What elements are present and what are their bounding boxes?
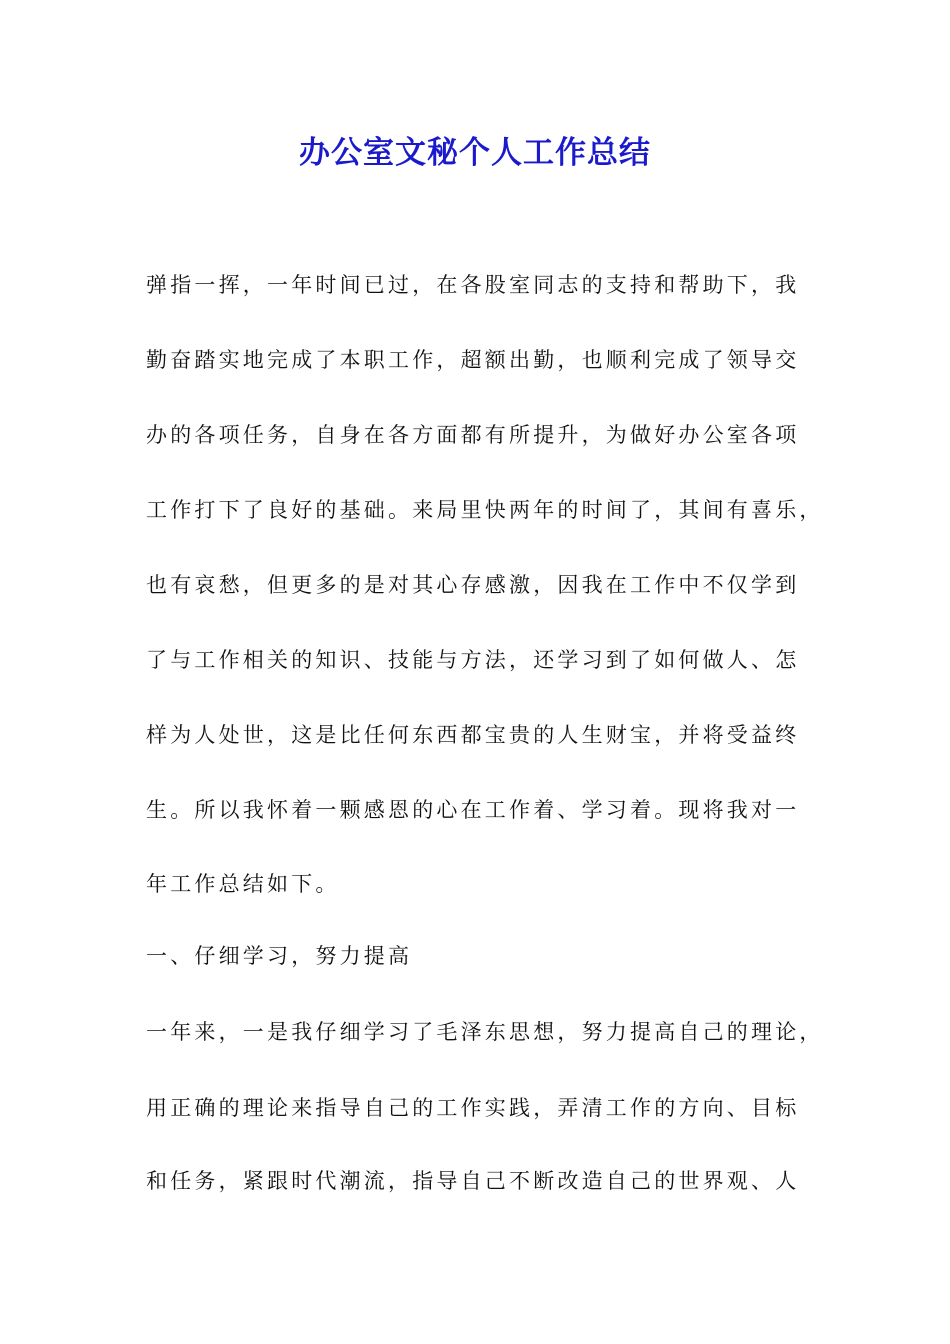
body-line-8: 生。所以我怀着一颗感恩的心在工作着、学习着。现将我对一 xyxy=(146,798,800,822)
document-title: 办公室文秘个人工作总结 xyxy=(299,135,651,171)
body-line-3: 办的各项任务，自身在各方面都有所提升，为做好办公室各项 xyxy=(146,423,800,447)
body-line-10: 一年来，一是我仔细学习了毛泽东思想，努力提高自己的理论， xyxy=(146,1020,824,1044)
section-heading-1: 一、仔细学习，努力提高 xyxy=(146,944,413,968)
body-line-12: 和任务，紧跟时代潮流，指导自己不断改造自己的世界观、人 xyxy=(146,1169,800,1193)
body-line-9: 年工作总结如下。 xyxy=(146,872,340,896)
body-line-4: 工作打下了良好的基础。来局里快两年的时间了，其间有喜乐， xyxy=(146,498,824,522)
body-line-11: 用正确的理论来指导自己的工作实践，弄清工作的方向、目标 xyxy=(146,1096,800,1120)
body-line-6: 了与工作相关的知识、技能与方法，还学习到了如何做人、怎 xyxy=(146,648,800,672)
body-line-2: 勤奋踏实地完成了本职工作，超额出勤，也顺利完成了领导交 xyxy=(146,348,800,372)
body-line-5: 也有哀愁，但更多的是对其心存感激，因我在工作中不仅学到 xyxy=(146,573,800,597)
body-line-1: 弹指一挥，一年时间已过，在各股室同志的支持和帮助下，我 xyxy=(146,273,800,297)
body-line-7: 样为人处世，这是比任何东西都宝贵的人生财宝，并将受益终 xyxy=(146,723,800,747)
